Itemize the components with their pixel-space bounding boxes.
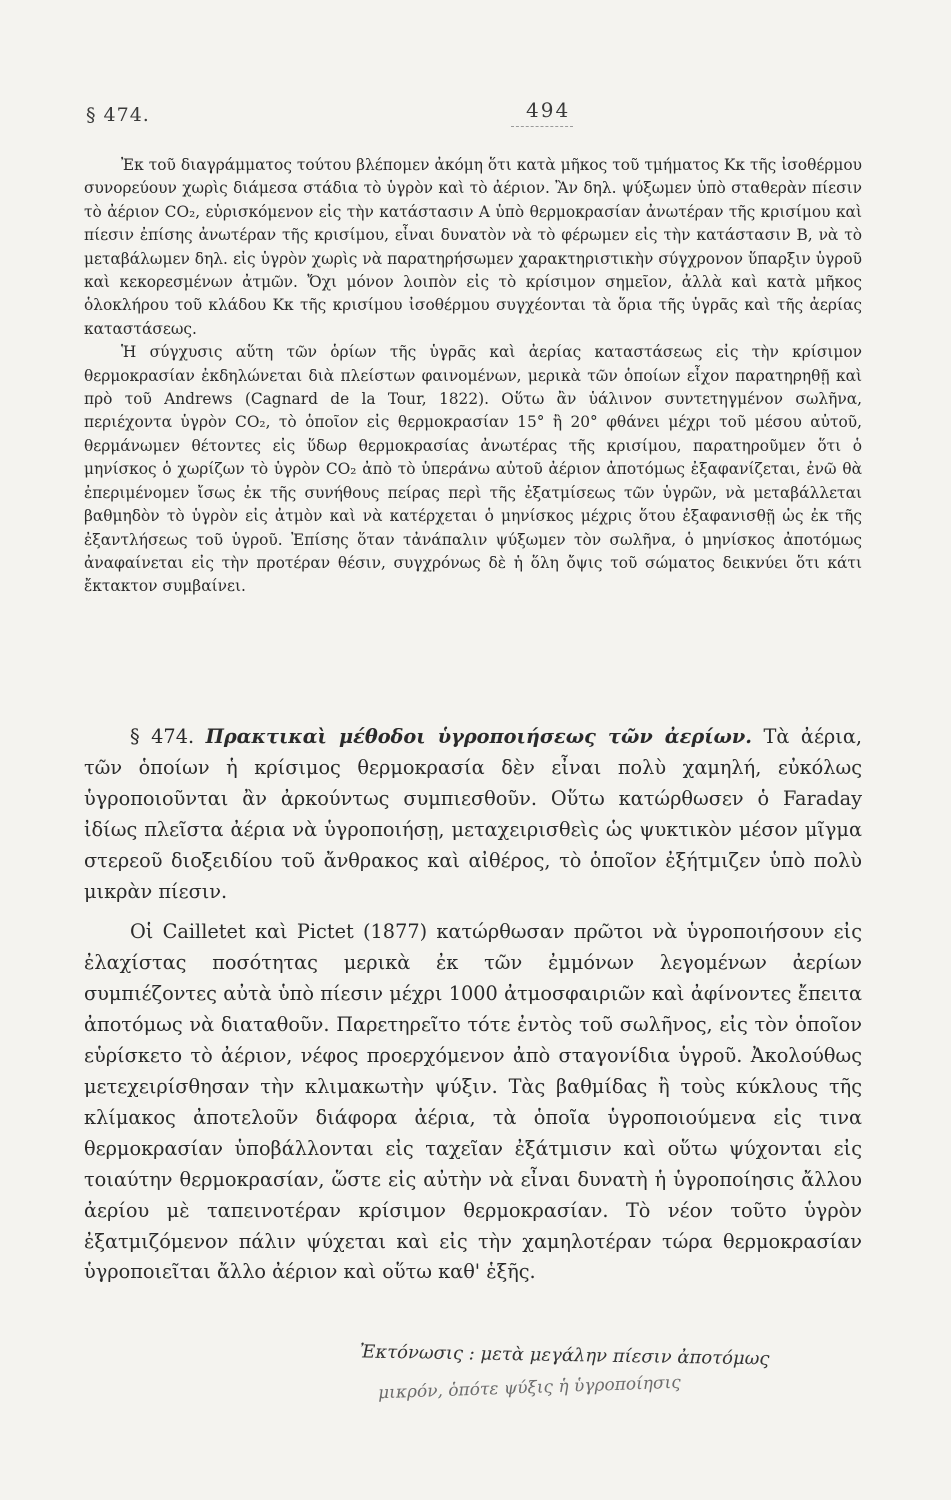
section-474-number: § 474. <box>130 725 195 748</box>
page-number: 494 <box>526 98 571 122</box>
header-section-number: § 474. <box>86 104 150 126</box>
paragraph-diagram: Ἐκ τοῦ διαγράμματος τούτου βλέπομεν ἀκόμη ὅτι κατὰ μῆκος τοῦ τμήματος Kκ τῆς ἰσοθέρμου συνορεύουν χωρὶς διάμεσα στάδια τὸ ὑγρὸν καὶ τὸ ἀέριον. Ἂν δηλ. ψύξωμεν ὑπὸ σταθερὰν πίεσιν τὸ ἀέριον CO₂, εὑρισκόμενον εἰς τὴν κατάστασιν A ὑπὸ θερμοκρασίαν ἀνωτέραν τῆς κρισίμου καὶ πίεσιν ἐπίσης ἀνωτέραν τῆς κρισίμου, εἶναι δυνατὸν νὰ τὸ φέρωμεν εἰς τὴν κατάστασιν B, νὰ τὸ μεταβάλωμεν δηλ. εἰς ὑγρὸν χωρὶς νὰ παρατηρήσωμεν χαρακτηριστικὴν σύγχρονον ὕπαρξιν ὑγροῦ καὶ κεκορεσμένων ἀτμῶν. Ὄχι μόνον λοιπὸν εἰς τὸ κρίσιμον σημεῖον, ἀλλὰ καὶ κατὰ μῆκος ὁλοκλήρου τοῦ κλάδου Kκ τῆς κρισίμου ἰσοθέρμου συγχέονται τὰ ὅρια τῆς ὑγρᾶς καὶ τῆς ἀερίας καταστάσεως. <box>84 156 862 338</box>
page-header <box>86 98 861 144</box>
handwritten-note-line-1: Ἐκτόνωσις : μετὰ μεγάλην πίεσιν ἀποτόμως <box>359 1341 770 1370</box>
section-474-block <box>84 722 862 1288</box>
section-474-title: Πρακτικαὶ μέθοδοι ὑγροποιήσεως τῶν ἀερίων. <box>205 725 752 748</box>
section-474-text-1: Τὰ ἀέρια, τῶν ὁποίων ἡ κρίσιμος θερμοκρασία δὲν εἶναι πολὺ χαμηλή, εὐκόλως ὑγροποιοῦνται ἂν ἀρκούντως συμπιεσθοῦν. Οὕτω κατώρθωσεν ὁ Faraday ἰδίως πλεῖστα ἀέρια νὰ ὑγροποιήσῃ, μεταχειρισθεὶς ὡς ψυκτικὸν μέσον μῖγμα στερεοῦ διοξειδίου τοῦ ἄνθρακος καὶ αἰθέρος, τὸ ὁποῖον ἐξήτμιζεν ὑπὸ πολὺ μικρὰν πίεσιν. <box>84 725 862 903</box>
header-rule <box>511 126 573 127</box>
small-print-block <box>84 154 862 599</box>
paragraph-critical-phenomena: Ἡ σύγχυσις αὕτη τῶν ὁρίων τῆς ὑγρᾶς καὶ ἀερίας καταστάσεως εἰς τὴν κρίσιμον θερμοκρασίαν ἐκδηλώνεται διὰ πλείστων φαινομένων, μερικὰ τῶν ὁποίων εἶχον παρατηρηθῇ καὶ πρὸ τοῦ Andrews (Cagnard de la Tour, 1822). Οὕτω ἂν ὑάλινον συντετηγμένον σωλῆνα, περιέχοντα ὑγρὸν CO₂, τὸ ὁποῖον εἰς θερμοκρασίαν 15° ἢ 20° φθάνει μέχρι τοῦ μέσου αὐτοῦ, θερμάνωμεν θέτοντες εἰς ὕδωρ θερμοκρασίας ἀνωτέρας τῆς κρισίμου, παρατηροῦμεν ὅτι ὁ μηνίσκος ὁ χωρίζων τὸ ὑγρὸν CO₂ ἀπὸ τὸ ὑπεράνω αὐτοῦ ἀέριον ἀποτόμως ἐξαφανίζεται, ἐνῶ θὰ ἐπεριμένομεν ἴσως ἐκ τῆς συνήθους πείρας περὶ τῆς ἐξατμίσεως τῶν ὑγρῶν, νὰ μεταβάλλεται βαθμηδὸν τὸ ὑγρὸν εἰς ἀτμὸν καὶ νὰ κατέρχεται ὁ μηνίσκος μέχρις ὅτου ἐξαφανισθῇ ὡς ἐκ τῆς ἐξαντλήσεως τοῦ ὑγροῦ. Ἐπίσης ὅταν τἀνάπαλιν ψύξωμεν τὸν σωλῆνα, ὁ μηνίσκος ἀποτόμως ἀναφαίνεται εἰς τὴν προτέραν θέσιν, συγχρόνως δὲ ἡ ὅλη ὄψις τοῦ σώματος δεικνύει ὅτι κάτι ἔκτακτον συμβαίνει. <box>84 343 862 596</box>
section-474-paragraph-2: Οἱ Cailletet καὶ Pictet (1877) κατώρθωσαν πρῶτοι νὰ ὑγροποιήσουν εἰς ἐλαχίστας ποσότητας μερικὰ ἐκ τῶν ἐμμόνων λεγομένων ἀερίων συμπιέζοντες αὐτὰ ὑπὸ πίεσιν μέχρι 1000 ἀτμοσφαιριῶν καὶ ἀφίνοντες ἔπειτα ἀποτόμως νὰ διαταθοῦν. Παρετηρεῖτο τότε ἐντὸς τοῦ σωλῆνος, εἰς τὸν ὁποῖον εὑρίσκετο τὸ ἀέριον, νέφος προερχόμενον ἀπὸ σταγονίδια ὑγροῦ. Ἀκολούθως μετεχειρίσθησαν τὴν κλιμακωτὴν ψύξιν. Τὰς βαθμίδας ἢ τοὺς κύκλους τῆς κλίμακος ἀποτελοῦν διάφορα ἀέρια, τὰ ὁποῖα ὑγροποιούμενα εἰς τινα θερμοκρασίαν ὑποβάλλονται εἰς ταχεῖαν ἐξάτμισιν καὶ οὕτω ψύχονται εἰς τοιαύτην θερμοκρασίαν, ὥστε εἰς αὐτὴν νὰ εἶναι δυνατὴ ἡ ὑγροποίησις ἄλλου ἀερίου μὲ ταπεινοτέραν κρίσιμον θερμοκρασίαν. Τὸ νέον τοῦτο ὑγρὸν ἐξατμιζόμενον πάλιν ψύχεται καὶ εἰς τὴν χαμηλοτέραν τώρα θερμοκρασίαν ὑγροποιεῖται ἄλλο ἀέριον καὶ οὕτω καθ' ἑξῆς. <box>84 920 862 1284</box>
handwritten-note-line-2: μικρόν, ὁπότε ψύξις ἡ ὑγροποίησις <box>377 1372 682 1404</box>
section-474-paragraph-1 <box>84 722 862 907</box>
